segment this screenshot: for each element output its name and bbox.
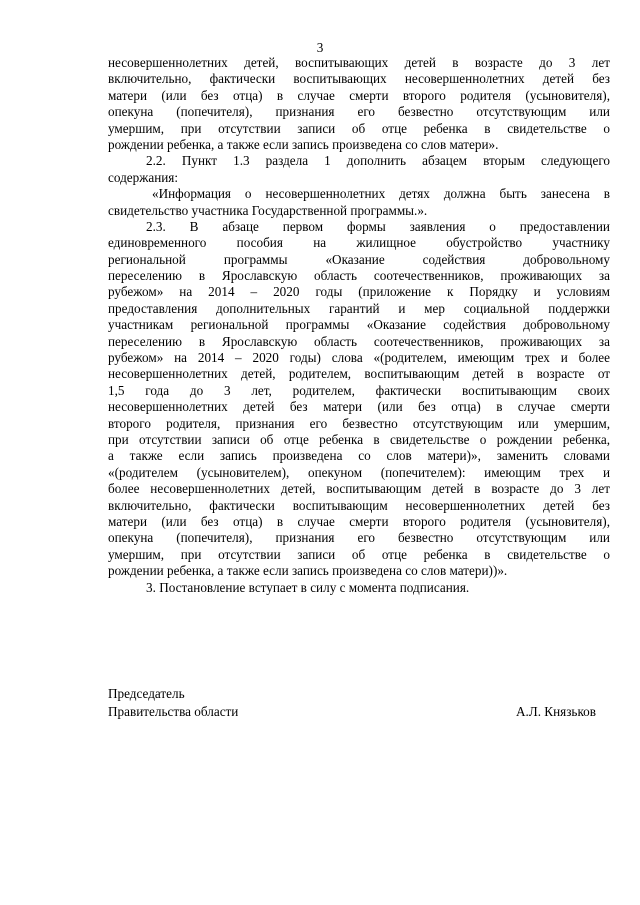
text-line: несовершеннолетних детей, родителем, воспитывающим детей в возрасте от: [108, 366, 610, 382]
text-line: переселению в Ярославскую область соотечественников, проживающих за: [108, 333, 610, 349]
text-line: опекуна (попечителя), признания его безвестно отсутствующим или: [108, 104, 610, 120]
text-line: умершим, при отсутствии записи об отце ребенка в свидетельстве о: [108, 120, 610, 136]
text-line: матери (или без отца) в случае смерти второго родителя (усыновителя),: [108, 87, 610, 103]
text-line: 2.2. Пункт 1.3 раздела 1 дополнить абзацем вторым следующего: [146, 153, 610, 169]
text-line: 2.3. В абзаце первом формы заявления о предоставлении: [146, 218, 610, 234]
text-line: несовершеннолетних детей, воспитывающих детей в возрасте до 3 лет: [108, 55, 610, 70]
text-line: участникам региональной программы «Оказание содействия добровольному: [108, 317, 610, 333]
paragraph-2-2: [108, 153, 610, 186]
text-line: а также если запись произведена со слов матери)», заменить словами: [108, 448, 610, 464]
signature-block: [108, 686, 610, 722]
text-line: включительно, фактически воспитывающих несовершеннолетних детей без: [108, 71, 610, 87]
page-number: 3: [316, 40, 324, 55]
text-line: содержания:: [108, 169, 179, 185]
text-line: опекуна (попечителя), признания его безвестно отсутствующим или: [108, 530, 610, 546]
text-line: матери (или без отца) в случае смерти второго родителя (усыновителя),: [108, 513, 610, 529]
text-line: предоставления дополнительных гарантий и мер социальной поддержки: [108, 300, 610, 316]
text-line: более несовершеннолетних детей, воспитывающим детей в возрасте до 3 лет: [108, 481, 610, 497]
text-line: 3. Постановление вступает в силу с момента подписания.: [146, 579, 470, 595]
document-body: [108, 55, 610, 596]
text-line: региональной программы «Оказание содействия добровольному: [108, 251, 610, 267]
text-line: несовершеннолетних детей без матери (или без отца) в случае смерти: [108, 399, 610, 415]
text-line: умершим, при отсутствии записи об отце ребенка в свидетельстве о: [108, 546, 610, 562]
text-line: свидетельство участника Государственной программы.».: [108, 202, 428, 218]
paragraph-2-3: [108, 219, 610, 580]
text-line: единовременного пособия на жилищное обустройство участнику: [108, 235, 610, 251]
text-line: рождении ребенка, а также если запись произведена со слов матери».: [108, 136, 499, 152]
text-line: второго родителя, признания его безвестно отсутствующим или умершим,: [108, 415, 610, 431]
text-line: рубежом» на 2014 – 2020 годы (приложение к Порядку и условиям: [108, 284, 610, 300]
signatory-name: А.Л. Князьков: [515, 704, 596, 719]
text-line: переселению в Ярославскую область соотечественников, проживающих за: [108, 268, 610, 284]
paragraph-quote: [108, 186, 610, 219]
text-line: 1,5 года до 3 лет, родителем, фактически воспитывающим своих: [108, 382, 610, 398]
text-line: рубежом» на 2014 – 2020 годы) слова «(родителем, имеющим трех и более: [108, 350, 610, 366]
text-line: «Информация о несовершеннолетних детях должна быть занесена в: [152, 186, 610, 202]
paragraph-continuation: [108, 55, 610, 153]
signatory-title-organization: Правительства области: [108, 704, 239, 719]
text-line: рождении ребенка, а также если запись произведена со слов матери))».: [108, 563, 508, 579]
signatory-title: Председатель: [108, 686, 185, 701]
text-line: включительно, фактически воспитывающим несовершеннолетних детей без: [108, 497, 610, 513]
text-line: «(родителем (усыновителем), опекуном (попечителем): имеющим трех и: [108, 464, 610, 480]
text-line: при отсутствии записи об отце ребенка в свидетельстве о рождении ребенка,: [108, 431, 610, 447]
paragraph-3: [108, 580, 610, 596]
